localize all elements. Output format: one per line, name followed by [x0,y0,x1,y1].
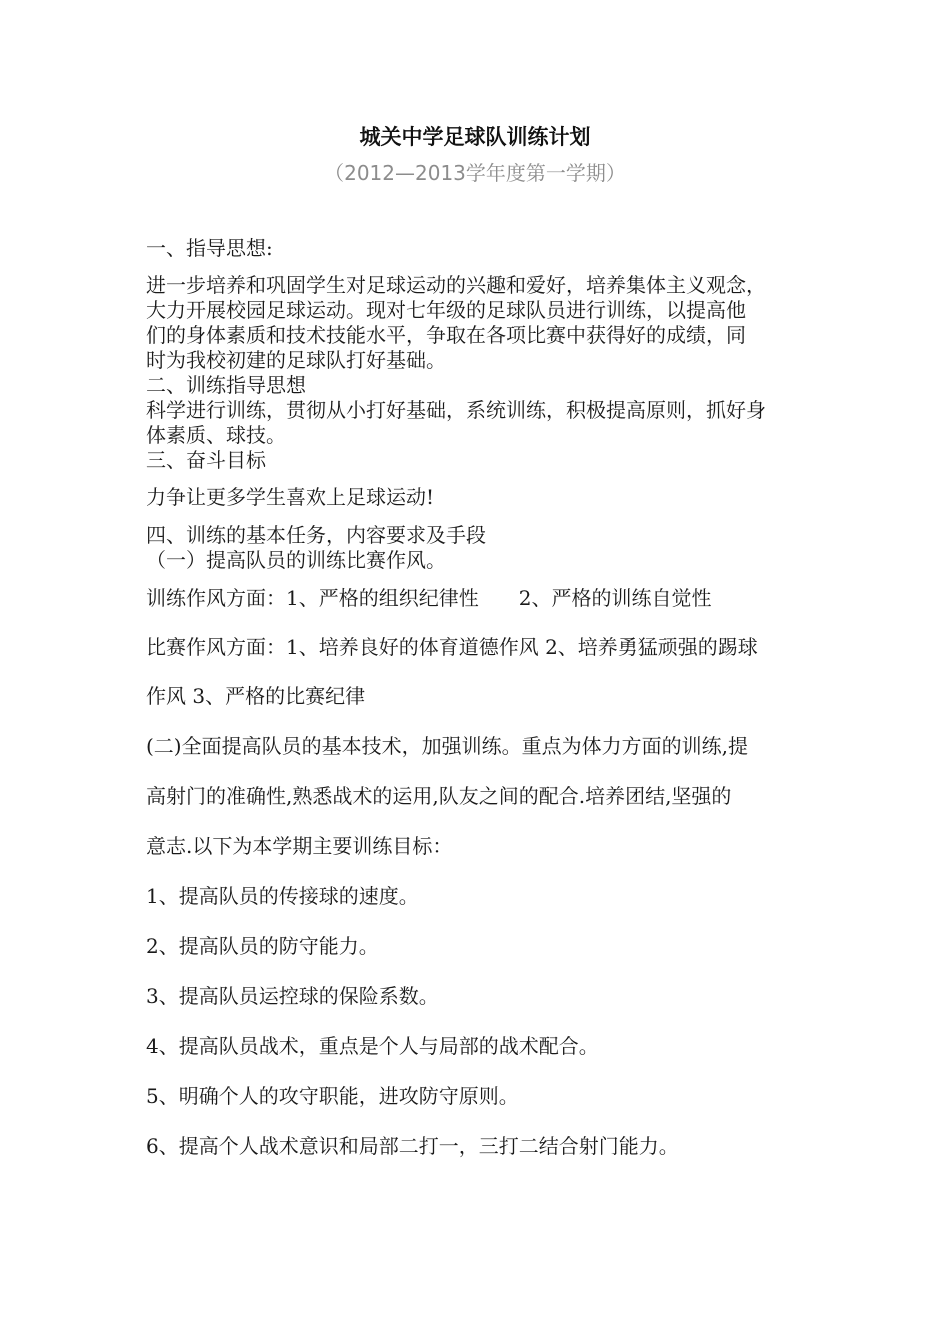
paragraph-line: 时为我校初建的足球队打好基础。 [146,348,446,372]
section1-body [146,273,818,373]
paragraph-line: 意志.以下为本学期主要训练目标： [146,834,453,858]
section3-body [146,485,818,510]
paragraph-line: 作风 3、严格的比赛纪律 [146,684,366,708]
match-style-line-1 [146,635,818,660]
training-style-text [146,586,818,611]
section4 [146,523,818,573]
goal-item-3 [146,984,818,1009]
goal-item-4 [146,1034,818,1059]
paragraph-line: 科学进行训练，贯彻从小打好基础，系统训练，积极提高原则，抓好身 [146,398,766,422]
heading-text: 一、指导思想: [146,236,273,260]
section4-sub2-line-3 [146,834,818,859]
goal-item-2 [146,934,818,959]
section1-heading [146,236,818,261]
training-style-item2: 2、严格的训练自觉性 [518,586,712,610]
paragraph-line: (二)全面提高队员的基本技术，加强训练。重点为体力方面的训练,提 [146,734,748,758]
list-item: 2、提高队员的防守能力。 [146,934,379,958]
paragraph-line: 力争让更多学生喜欢上足球运动! [146,485,435,509]
paragraph-line: 们的身体素质和技术技能水平，争取在各项比赛中获得好的成绩，同 [146,323,746,347]
document-subtitle: （2012—2013学年度第一学期） [324,161,626,185]
paragraph-line: 体素质、球技。 [146,423,286,447]
goal-item-1 [146,884,818,909]
section4-sub1: （一）提高队员的训练比赛作风。 [146,548,446,572]
goal-item-5 [146,1084,818,1109]
training-style-label: 训练作风方面：1、严格的组织纪律性 [146,586,479,610]
paragraph-line: 比赛作风方面：1、培养良好的体育道德作风 2、培养勇猛顽强的踢球 [146,635,758,659]
section4-heading: 四、训练的基本任务，内容要求及手段 [146,523,486,547]
training-style-line [146,586,818,611]
paragraph-line: 大力开展校园足球运动。现对七年级的足球队员进行训练，以提高他 [146,298,746,322]
section4-sub2-line-1 [146,734,818,759]
list-item: 1、提高队员的传接球的速度。 [146,884,419,908]
section2 [146,373,818,473]
section3-heading: 三、奋斗目标 [146,448,266,472]
section4-sub2-line-2 [146,784,818,809]
section2-heading: 二、训练指导思想 [146,373,306,397]
list-item: 5、明确个人的攻守职能，进攻防守原则。 [146,1084,519,1108]
paragraph-line: 进一步培养和巩固学生对足球运动的兴趣和爱好，培养集体主义观念， [146,273,766,297]
list-item: 6、提高个人战术意识和局部二打一，三打二结合射门能力。 [146,1134,679,1158]
list-item: 4、提高队员战术，重点是个人与局部的战术配合。 [146,1034,599,1058]
goal-item-6 [146,1134,818,1159]
list-item: 3、提高队员运控球的保险系数。 [146,984,439,1008]
document-title: 城关中学足球队训练计划 [359,124,591,149]
paragraph-line: 高射门的准确性,熟悉战术的运用,队友之间的配合.培养团结,坚强的 [146,784,732,808]
match-style-line-2 [146,684,818,709]
